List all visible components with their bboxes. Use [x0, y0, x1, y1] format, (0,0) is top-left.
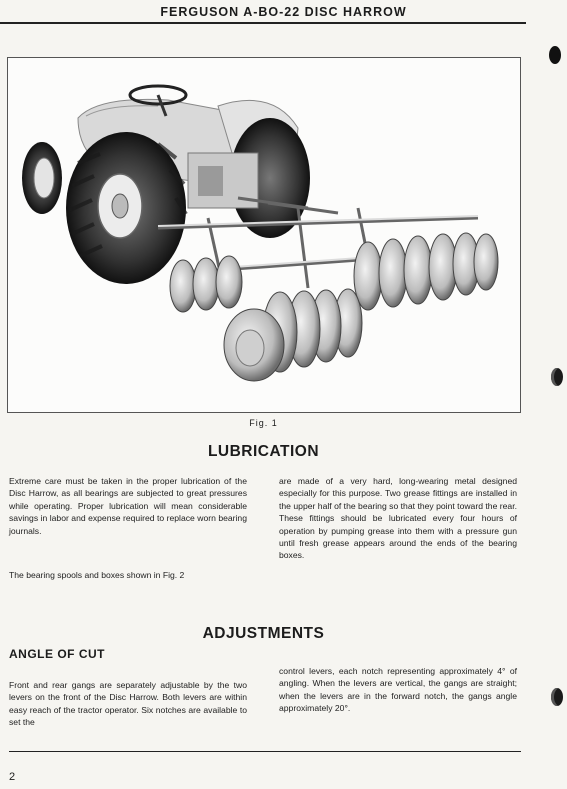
angle-of-cut-subheading: ANGLE OF CUT	[9, 647, 105, 661]
footer-rule	[9, 751, 521, 752]
header-rule	[0, 22, 526, 24]
binder-hole-bottom	[551, 688, 563, 706]
figure-1-photo	[7, 57, 521, 413]
lubrication-title: LUBRICATION	[207, 443, 320, 460]
lubrication-paragraph-left-2: The bearing spools and boxes shown in Fig. 2	[9, 570, 185, 580]
lubrication-paragraph-left-1: Extreme care must be taken in the proper lubrication of the Disc Harrow, as all bearings are subjected to great pressures while operating. Proper lubrication will mean considerable savings in labor and expense required to replace worn bearing journals.	[9, 476, 247, 536]
page-number: 2	[9, 771, 16, 783]
adjustments-title: ADJUSTMENTS	[202, 625, 325, 642]
adjustments-paragraph-right: control levers, each notch representing approximately 4° of angling. When the levers are vertical, the gangs are straight; when the levers are in the forward notch, the gangs angle approximately 20°.	[279, 666, 517, 714]
binder-hole-top	[549, 46, 561, 64]
lubrication-paragraph-right: are made of a very hard, long-wearing metal designed especially for this purpose. Two grease fittings are installed in the upper half of the bearing so that they point toward the rear. These fittings should be lubricated every four hours of operation by pumping grease into them with a pressure gun until fresh grease appears around the ends of the bearing boxes.	[279, 476, 517, 561]
tractor-disc-harrow-illustration	[8, 58, 520, 412]
adjustments-paragraph-left: Front and rear gangs are separately adjustable by the two levers on the front of the Disc Harrow. Both levers are within easy reach of the tractor operator. Six notches are available to set the	[9, 680, 247, 728]
figure-caption: Fig. 1	[249, 418, 278, 428]
page-header-title: FERGUSON A-BO-22 DISC HARROW	[160, 5, 407, 19]
binder-hole-middle	[551, 368, 563, 386]
